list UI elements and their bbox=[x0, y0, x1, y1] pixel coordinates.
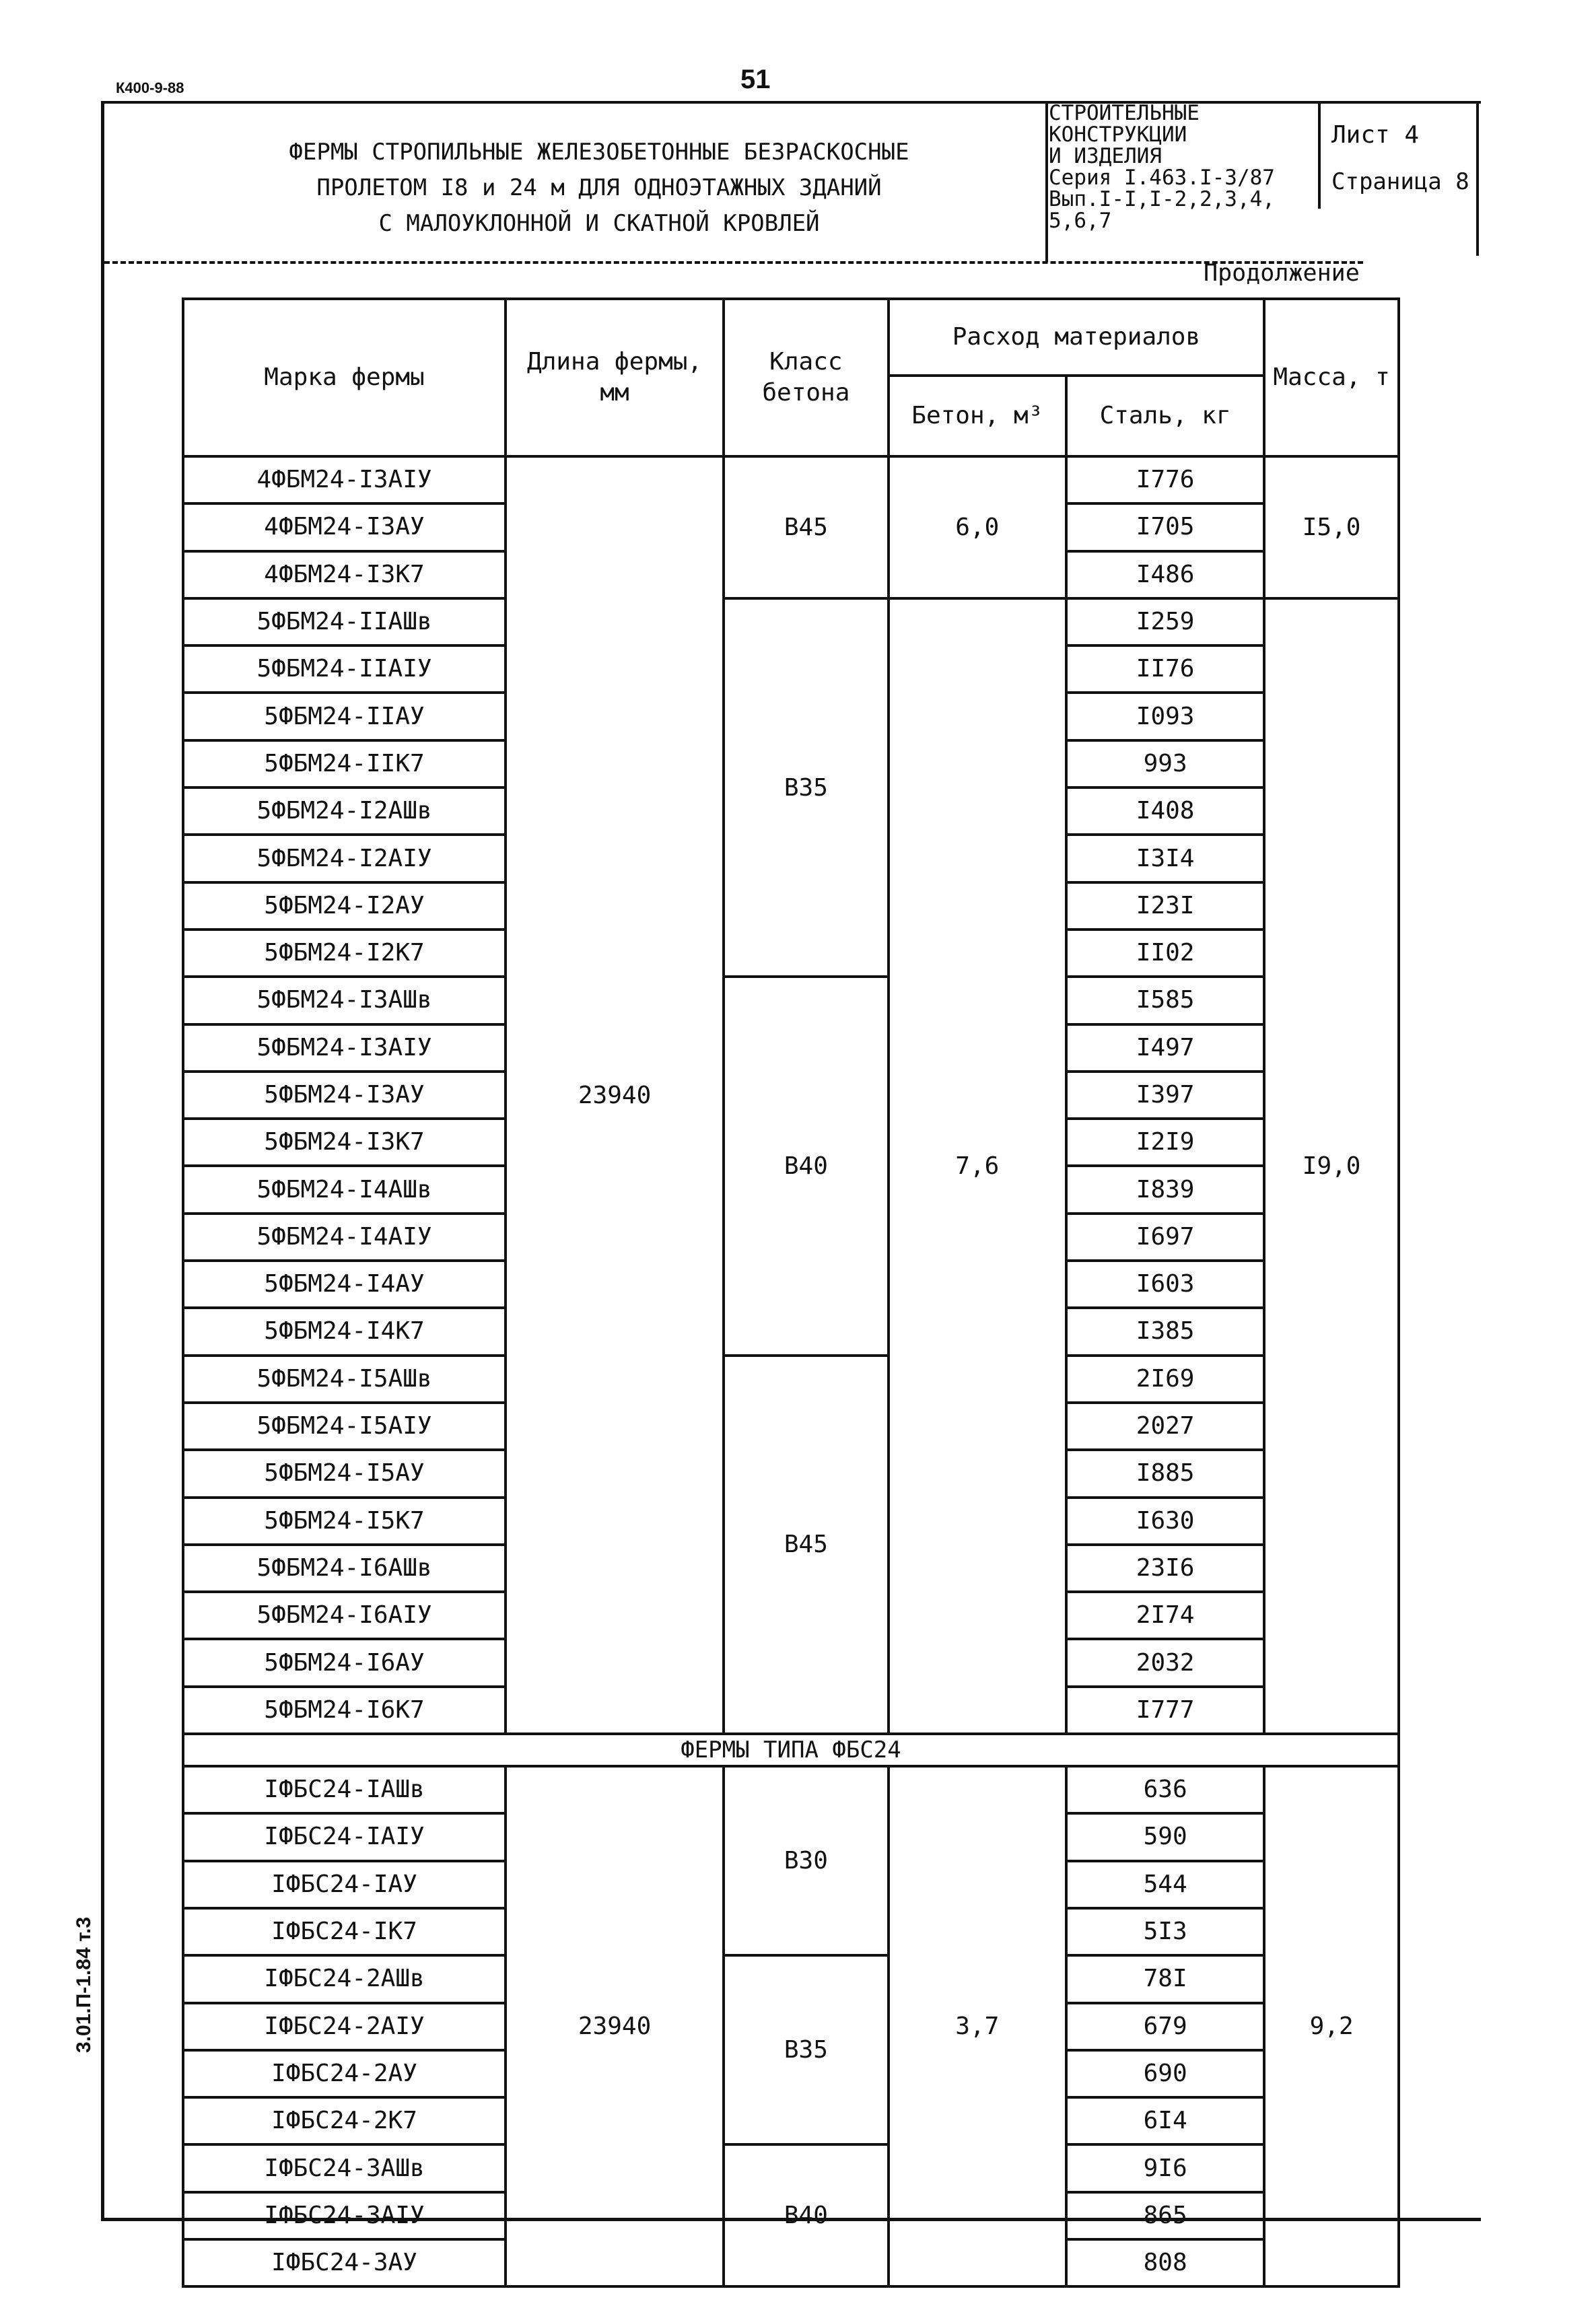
document-title bbox=[202, 135, 996, 242]
stamp-line: Вып.I-I,I-2,2,3,4, bbox=[1049, 187, 1275, 211]
truss-mark: IФБС24-2AУ bbox=[183, 2050, 506, 2097]
section-type-divider bbox=[183, 1734, 1399, 1766]
steel-consumption: 808 bbox=[1066, 2239, 1264, 2286]
truss-mark: 5ФБМ24-I5AШв bbox=[183, 1356, 506, 1403]
truss-mark: 5ФБМ24-I2AШв bbox=[183, 788, 506, 835]
table-row bbox=[183, 456, 1399, 503]
truss-mark: 5ФБМ24-I6AУ bbox=[183, 1639, 506, 1686]
continuation-label: Продолжение bbox=[1204, 260, 1360, 287]
steel-consumption: 9I6 bbox=[1066, 2144, 1264, 2192]
truss-mark: 5ФБМ24-I6AIУ bbox=[183, 1592, 506, 1639]
truss-length: 23940 bbox=[506, 456, 724, 1734]
header-concrete-class: Класс бетона bbox=[724, 299, 888, 456]
truss-mark: IФБС24-IAШв bbox=[183, 1766, 506, 1813]
stamp-line: И ИЗДЕЛИЯ bbox=[1049, 144, 1162, 168]
steel-consumption: I2I9 bbox=[1066, 1119, 1264, 1166]
truss-mark: 4ФБМ24-I3K7 bbox=[183, 551, 506, 598]
concrete-class: B45 bbox=[724, 1356, 888, 1734]
table-row bbox=[183, 598, 1399, 645]
page-label: Страница 8 bbox=[1331, 168, 1469, 195]
header-mark: Марка фермы bbox=[183, 299, 506, 456]
section-fbm24 bbox=[183, 456, 1399, 1734]
truss-mark: IФБС24-3AШв bbox=[183, 2144, 506, 2192]
table-row bbox=[183, 1356, 1399, 1403]
truss-mark: 5ФБМ24-IIAУ bbox=[183, 693, 506, 740]
steel-consumption: I630 bbox=[1066, 1498, 1264, 1545]
steel-consumption: 23I6 bbox=[1066, 1545, 1264, 1592]
header-separator bbox=[104, 261, 1363, 264]
truss-mark: 5ФБМ24-I4AIУ bbox=[183, 1214, 506, 1261]
stamp-line: КОНСТРУКЦИИ bbox=[1049, 123, 1187, 147]
steel-consumption: I408 bbox=[1066, 788, 1264, 835]
truss-mark: 5ФБМ24-I6AШв bbox=[183, 1545, 506, 1592]
steel-consumption: I093 bbox=[1066, 693, 1264, 740]
steel-consumption: 2I74 bbox=[1066, 1592, 1264, 1639]
steel-consumption: I497 bbox=[1066, 1024, 1264, 1072]
truss-mass: I9,0 bbox=[1264, 598, 1399, 1734]
title-line-3: С МАЛОУКЛОННОЙ И СКАТНОЙ КРОВЛЕЙ bbox=[378, 210, 820, 237]
title-line-2: ПРОЛЕТОМ I8 и 24 м ДЛЯ ОДНОЭТАЖНЫХ ЗДАНИЙ bbox=[316, 174, 882, 201]
steel-consumption: 2I69 bbox=[1066, 1356, 1264, 1403]
truss-mark: 5ФБМ24-IIAШв bbox=[183, 598, 506, 645]
truss-mark: 5ФБМ24-I2K7 bbox=[183, 930, 506, 977]
stamp-divider-left bbox=[1045, 101, 1048, 262]
steel-consumption: II02 bbox=[1066, 930, 1264, 977]
steel-consumption: 2032 bbox=[1066, 1639, 1264, 1686]
truss-mark: 5ФБМ24-I3AШв bbox=[183, 977, 506, 1024]
concrete-class: B35 bbox=[724, 598, 888, 977]
truss-mark: IФБС24-2AIУ bbox=[183, 2003, 506, 2050]
truss-mark: IФБС24-IK7 bbox=[183, 1908, 506, 1955]
truss-mark: 5ФБМ24-I4AУ bbox=[183, 1261, 506, 1308]
concrete-class: B30 bbox=[724, 1766, 888, 1955]
steel-consumption: I3I4 bbox=[1066, 835, 1264, 882]
concrete-class: B40 bbox=[724, 2144, 888, 2286]
series-stamp bbox=[1049, 102, 1318, 232]
truss-mark: 5ФБМ24-I4K7 bbox=[183, 1308, 506, 1355]
steel-consumption: 544 bbox=[1066, 1861, 1264, 1908]
steel-consumption: I585 bbox=[1066, 977, 1264, 1024]
steel-consumption: I705 bbox=[1066, 503, 1264, 551]
truss-mark: IФБС24-IAУ bbox=[183, 1861, 506, 1908]
title-line-1: ФЕРМЫ СТРОПИЛЬНЫЕ ЖЕЛЕЗОБЕТОННЫЕ БЕЗРАСКОСНЫЕ bbox=[289, 139, 909, 166]
stamp-divider-right bbox=[1476, 101, 1479, 256]
truss-mark: 5ФБМ24-I3AУ bbox=[183, 1072, 506, 1119]
stamp-line: 5,6,7 bbox=[1049, 209, 1112, 233]
concrete-volume: 7,6 bbox=[889, 598, 1066, 1734]
truss-mark: 5ФБМ24-I2AУ bbox=[183, 882, 506, 930]
steel-consumption: I259 bbox=[1066, 598, 1264, 645]
truss-mark: 5ФБМ24-I5AУ bbox=[183, 1450, 506, 1497]
truss-mark: IФБС24-IAIУ bbox=[183, 1813, 506, 1860]
concrete-class: B35 bbox=[724, 1955, 888, 2144]
steel-consumption: I839 bbox=[1066, 1166, 1264, 1213]
truss-mark: IФБС24-3AIУ bbox=[183, 2192, 506, 2239]
concrete-volume: 6,0 bbox=[889, 456, 1066, 598]
truss-mark: IФБС24-2AШв bbox=[183, 1955, 506, 2002]
truss-mark: 5ФБМ24-I3K7 bbox=[183, 1119, 506, 1166]
steel-consumption: I777 bbox=[1066, 1687, 1264, 1734]
steel-consumption: I23I bbox=[1066, 882, 1264, 930]
steel-consumption: I603 bbox=[1066, 1261, 1264, 1308]
stamp-line: Серия I.463.I-3/87 bbox=[1049, 166, 1275, 190]
header-steel: Сталь, кг bbox=[1066, 376, 1264, 456]
steel-consumption: 636 bbox=[1066, 1766, 1264, 1813]
truss-mark: 5ФБМ24-I2AIУ bbox=[183, 835, 506, 882]
side-code: 3.01.П-1.84 т.3 bbox=[73, 1916, 95, 2053]
steel-consumption: I697 bbox=[1066, 1214, 1264, 1261]
truss-mark: IФБС24-2K7 bbox=[183, 2097, 506, 2144]
header-length: Длина фермы, мм bbox=[506, 299, 724, 456]
steel-consumption: 78I bbox=[1066, 1955, 1264, 2002]
steel-consumption: I776 bbox=[1066, 456, 1264, 503]
table-row bbox=[183, 1766, 1399, 1813]
truss-mark: 5ФБМ24-I5AIУ bbox=[183, 1403, 506, 1450]
steel-consumption: II76 bbox=[1066, 645, 1264, 693]
stamp-line: СТРОИТЕЛЬНЫЕ bbox=[1049, 101, 1200, 125]
truss-mark: 4ФБМ24-I3AУ bbox=[183, 503, 506, 551]
steel-consumption: 6I4 bbox=[1066, 2097, 1264, 2144]
table-row bbox=[183, 977, 1399, 1024]
steel-consumption: 690 bbox=[1066, 2050, 1264, 2097]
truss-mark: 5ФБМ24-IIAIУ bbox=[183, 645, 506, 693]
steel-consumption: 865 bbox=[1066, 2192, 1264, 2239]
concrete-volume: 3,7 bbox=[889, 1766, 1066, 2286]
concrete-class: B45 bbox=[724, 456, 888, 598]
truss-mark: 5ФБМ24-I4AШв bbox=[183, 1166, 506, 1213]
steel-consumption: 2027 bbox=[1066, 1403, 1264, 1450]
steel-consumption: 679 bbox=[1066, 2003, 1264, 2050]
concrete-class: B40 bbox=[724, 977, 888, 1355]
header-mass: Масса, т bbox=[1264, 299, 1399, 456]
page-number: 51 bbox=[740, 65, 771, 94]
header-concrete-volume: Бетон, м³ bbox=[889, 376, 1066, 456]
section-fbs24 bbox=[183, 1766, 1399, 2286]
steel-consumption: I486 bbox=[1066, 551, 1264, 598]
table-row bbox=[183, 2144, 1399, 2192]
truss-spec-table bbox=[182, 298, 1400, 2288]
truss-mark: 4ФБМ24-I3AIУ bbox=[183, 456, 506, 503]
truss-mark: 5ФБМ24-I3AIУ bbox=[183, 1024, 506, 1072]
steel-consumption: I385 bbox=[1066, 1308, 1264, 1355]
truss-mark: IФБС24-3AУ bbox=[183, 2239, 506, 2286]
truss-mass: 9,2 bbox=[1264, 1766, 1399, 2286]
steel-consumption: 590 bbox=[1066, 1813, 1264, 1860]
steel-consumption: I397 bbox=[1066, 1072, 1264, 1119]
stamp-divider-mid bbox=[1318, 101, 1321, 209]
document-code: К400-9-88 bbox=[116, 79, 184, 96]
truss-mark: 5ФБМ24-IIK7 bbox=[183, 740, 506, 788]
steel-consumption: 5I3 bbox=[1066, 1908, 1264, 1955]
truss-length: 23940 bbox=[506, 1766, 724, 2286]
truss-mark: 5ФБМ24-I6K7 bbox=[183, 1687, 506, 1734]
truss-mark: 5ФБМ24-I5K7 bbox=[183, 1498, 506, 1545]
table-row bbox=[183, 1955, 1399, 2002]
header-materials: Расход материалов bbox=[889, 299, 1265, 376]
truss-mass: I5,0 bbox=[1264, 456, 1399, 598]
sheet-number: Лист 4 bbox=[1331, 121, 1420, 149]
type-heading: ФЕРМЫ ТИПА ФБС24 bbox=[183, 1734, 1399, 1766]
steel-consumption: 993 bbox=[1066, 740, 1264, 788]
steel-consumption: I885 bbox=[1066, 1450, 1264, 1497]
